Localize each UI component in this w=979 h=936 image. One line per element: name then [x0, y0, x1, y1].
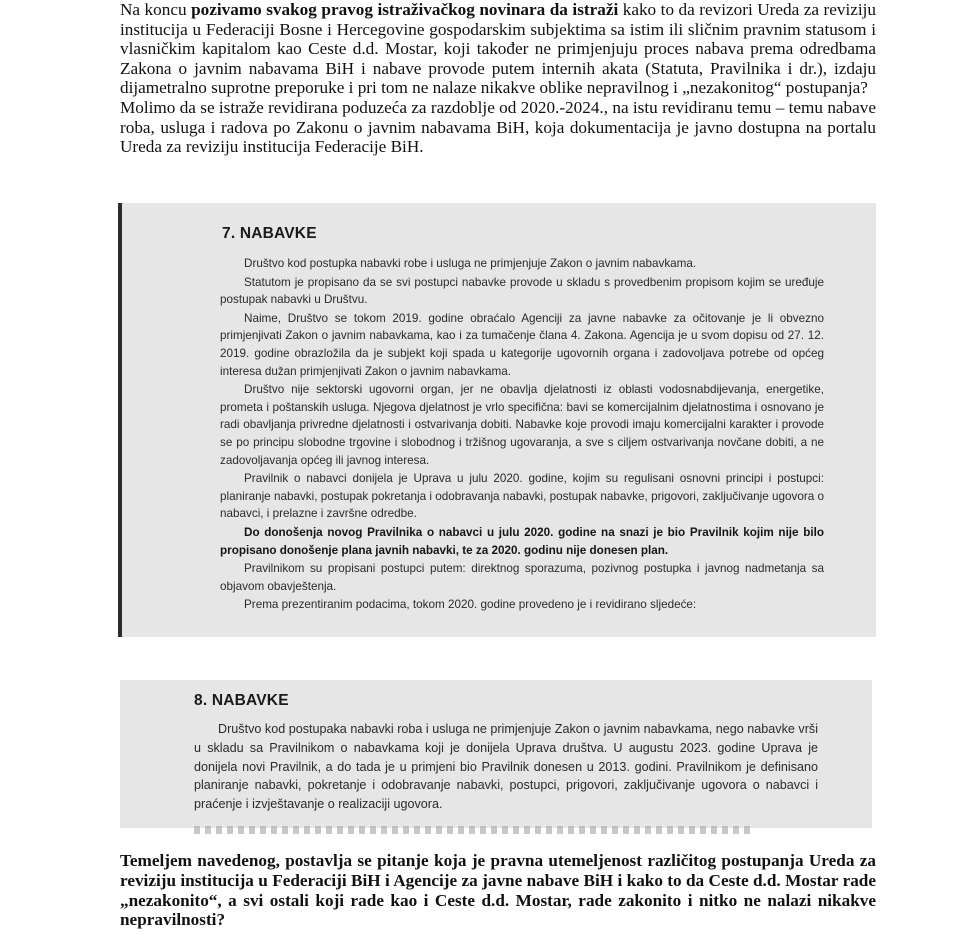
- excerpt-1-heading: 7. NABAVKE: [222, 225, 317, 242]
- intro-p1-bold: pozivamo svakog pravog istraživačkog novinara da istraži: [191, 0, 619, 19]
- intro-text: [120, 0, 876, 157]
- excerpt-1-paragraph: Prema prezentiranim podacima, tokom 2020. godine provedeno je i revidirano sljedeće:: [244, 598, 697, 612]
- conclusion-paragraph: Temeljem navedenog, postavlja se pitanje koja je pravna utemeljenost različitog postupanja Ureda za reviziju institucija u Federaciji BiH i Agencije za javne nabave BiH i kako to da Ceste d.d. Mostar rade „nezakonito“, a svi ostali koji rade kao i Ceste d.d. Mostar, rade zakonito i nitko ne nalazi nikakve nepravilnosti?: [120, 851, 876, 930]
- intro-paragraph-1: [120, 0, 876, 98]
- cut-off-text-line: [194, 826, 754, 834]
- excerpt-2-paragraph: Društvo kod postupaka nabavki roba i usluga ne primjenjuje Zakon o javnim nabavkama, nego nabavke vrši u skladu sa Pravilnikom o nabavkama koji je donijela Uprava društva. U augustu 2023. godine Uprava je donijela novi Pravilnik, a do tada je u primjeni bio Pravilnik donesen u 2013. godini. Pravilnikom je definisano planiranje nabavki, pokretanje i odobravanje nabavki, postupci, prigovori, zaključivanje ugovora o nabavci i praćenje i izvještavanje o realizaciji ugovora.: [194, 722, 818, 812]
- excerpt-1-paragraph-bold: Do donošenja novog Pravilnika o nabavci u julu 2020. godine na snazi je bio Pravilnik kojim nije bilo propisano donošenje plana javnih nabavki, te za 2020. godinu nije donesen plan.: [220, 525, 824, 557]
- scanned-excerpt-2: [120, 680, 872, 828]
- excerpt-2-body: [194, 720, 818, 815]
- excerpt-2-heading: 8. NABAVKE: [194, 692, 289, 709]
- excerpt-1-paragraph: Pravilnik o nabavci donijela je Uprava u julu 2020. godine, kojim su regulisani osnovni principi i postupci: planiranje nabavki, postupak pokretanja i odobravanja nabavki, postupak nabavke, prigovori, zaključivanje ugovora o nabavci, i prelazne i završne odredbe.: [220, 472, 824, 521]
- conclusion-text: [120, 851, 876, 930]
- excerpt-1-paragraph: Naime, Društvo se tokom 2019. godine obraćalo Agenciji za javne nabavke za očitovanje je li obvezno primjenjivati Zakon o javnim nabavkama, kao i za tumačenje člana 4. Zakona. Agencija je u svom dopisu od 27. 12. 2019. godine obrazložila da je subjekt koji spada u kategorije ugovornih organa i zadovoljava potrebe od općeg interesa dužan primjenjivati Zakon o javnim nabavkama.: [220, 311, 824, 378]
- excerpt-1-paragraph: Društvo nije sektorski ugovorni organ, jer ne obavlja djelatnosti iz oblasti vodosnabdijevanja, energetike, prometa i poštanskih usluga. Njegova djelatnost je vrlo specifična: bavi se komercijalnim djelatnostima i osnovano je radi obavljanja privredne djelatnosti i ostvarivanja dobiti. Nabavke koje provodi imaju komercijalni karakter i provode se po principu slobodne trgovine i slobodnog i tržišnog ugovaranja, a sve s ciljem ostvarivanja novčane dobiti, a ne zadovoljavanja općeg ili javnog interesa.: [220, 383, 824, 467]
- excerpt-1-paragraph: Društvo kod postupka nabavki robe i usluga ne primjenjuje Zakon o javnim nabavkama.: [244, 257, 697, 270]
- excerpt-1-body: [220, 255, 824, 615]
- intro-p1-rest: kako to da revizori Ureda za reviziju institucija u Federaciji Bosne i Hercegovine gospodarskim subjektima sa istim ili sličnim pravnim statusom i vlasničkim kapitalom kao Ceste d.d. Mostar, koji također ne primjenjuju proces nabava prema odredbama Zakona o javnim nabavama BiH i nabave provode putem internih akata (Statuta, Pravilnika i dr.), izdaju dijametralno suprotne preporuke i pri tom ne nalaze nikakve oblike nepravilnog i „nezakonitog“ postupanja?: [120, 0, 876, 98]
- intro-p1-start: Na koncu: [120, 0, 192, 19]
- scanned-excerpt-1: [118, 203, 876, 637]
- intro-paragraph-2: Molimo da se istraže revidirana poduzeća za razdoblje od 2020.-2024., na istu revidiranu temu – temu nabave roba, usluga i radova po Zakonu o javnim nabavama BiH, koja dokumentacija je javno dostupna na portalu Ureda za reviziju institucija Federacije BiH.: [120, 97, 876, 157]
- excerpt-1-paragraph: Statutom je propisano da se svi postupci nabavke provode u skladu s provedbenim propisom kojim se uređuje postupak nabavki u Društvu.: [220, 275, 824, 307]
- excerpt-1-paragraph: Pravilnikom su propisani postupci putem: direktnog sporazuma, pozivnog postupka i javnog nadmetanja sa objavom obavještenja.: [220, 562, 824, 593]
